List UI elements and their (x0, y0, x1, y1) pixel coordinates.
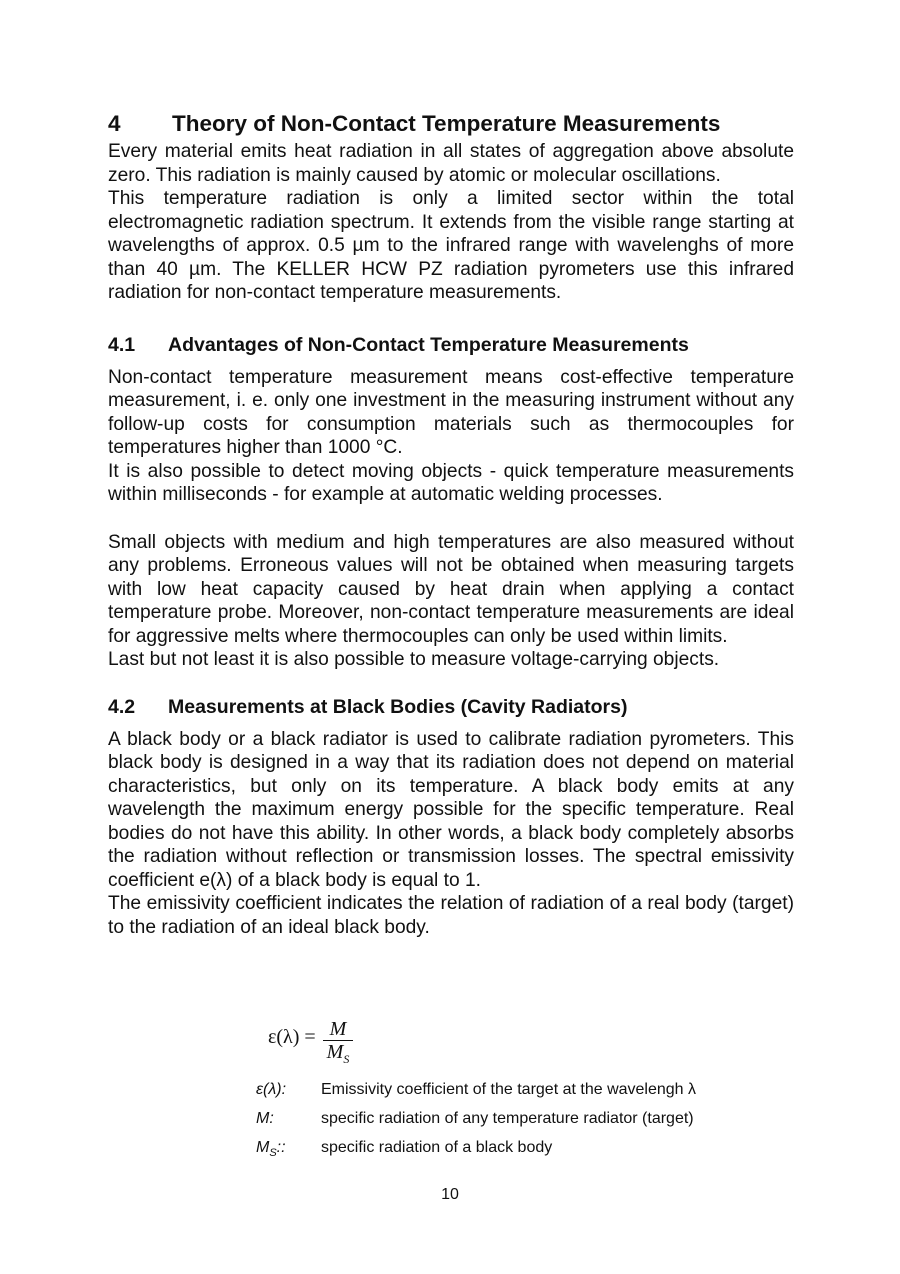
section-number: 4.1 (108, 333, 136, 356)
formula-lhs: ε(λ) = (268, 1026, 316, 1048)
definition-row (256, 1075, 696, 1104)
page-body (108, 108, 794, 939)
spacer (108, 720, 794, 728)
paragraph: A black body or a black radiator is used to calibrate radiation pyrometers. This black body is designed in a way that its radiation does not depend on material characteristics, but only on its temperature. A black body emits at any wavelength the maximum energy possible for the specific temperature. Real bodies do not have this ability. In other words, a black body completely absorbs the radiation without reflection or transmission losses. The spectral emissivity coefficient e(λ) of a black body is equal to 1. (108, 728, 794, 891)
definition-symbol: $M_S$:: (256, 1139, 286, 1160)
spacer (108, 358, 794, 366)
formula-denominator: $M_S$ (326, 1041, 350, 1066)
formula-fraction (323, 1018, 353, 1067)
definition-symbol: M: (256, 1110, 274, 1127)
paragraph: Last but not least it is also possible to measure voltage-carrying objects. (108, 649, 720, 670)
chapter-number: 4 (108, 111, 121, 136)
chapter-heading (108, 108, 794, 140)
definition-symbol: ε(λ): (256, 1081, 287, 1098)
definition-text: specific radiation of any temperature radiator (target) (321, 1110, 694, 1127)
definition-text: specific radiation of a black body (321, 1139, 553, 1156)
page-number: 10 (441, 1186, 459, 1203)
paragraph: This temperature radiation is only a limited sector within the total electromagnetic radiation spectrum. It extends from the visible range starting at wavelengths of approx. 0.5 µm to the infrared range with wavelenghs of more than 40 µm. The KELLER HCW PZ radiation pyrometers use this infrared radiation for non-contact temperature measurements. (108, 188, 794, 303)
section-title: Advantages of Non-Contact Temperature Measurements (168, 333, 689, 356)
definition-row (256, 1133, 696, 1162)
definition-row (256, 1104, 696, 1133)
paragraph: The emissivity coefficient indicates the relation of radiation of a real body (target) to the radiation of an ideal black body. (108, 893, 794, 938)
section-heading (108, 694, 794, 720)
definitions-list (256, 1075, 696, 1162)
spacer (108, 305, 794, 332)
paragraph: Non-contact temperature measurement means cost-effective temperature measurement, i. e. only one investment in the measuring instrument without any follow-up costs for consumption materials such as thermocouples for temperatures higher than 1000 °C. (108, 366, 794, 458)
spacer (108, 507, 794, 531)
paragraph: Small objects with medium and high temperatures are also measured without any problems. Erroneous values will not be obtained when measuring targets with low heat capacity caused by heat drain when applying a contact temperature probe. Moreover, non-contact temperature measurements are ideal for aggressive melts where thermocouples can only be used within limits. (108, 531, 794, 647)
section-number: 4.2 (108, 695, 136, 718)
section-title: Measurements at Black Bodies (Cavity Radiators) (168, 695, 628, 718)
chapter-title: Theory of Non-Contact Temperature Measurements (172, 111, 721, 136)
paragraph: It is also possible to detect moving objects - quick temperature measurements within milliseconds - for example at automatic welding processes. (108, 460, 794, 505)
formula-numerator: M (329, 1018, 347, 1040)
spacer (108, 672, 794, 694)
section-heading (108, 332, 794, 358)
paragraph: Every material emits heat radiation in all states of aggregation above absolute zero. This radiation is mainly caused by atomic or molecular oscillations. (108, 141, 794, 186)
definition-text: Emissivity coefficient of the target at the wavelengh λ (321, 1081, 697, 1098)
